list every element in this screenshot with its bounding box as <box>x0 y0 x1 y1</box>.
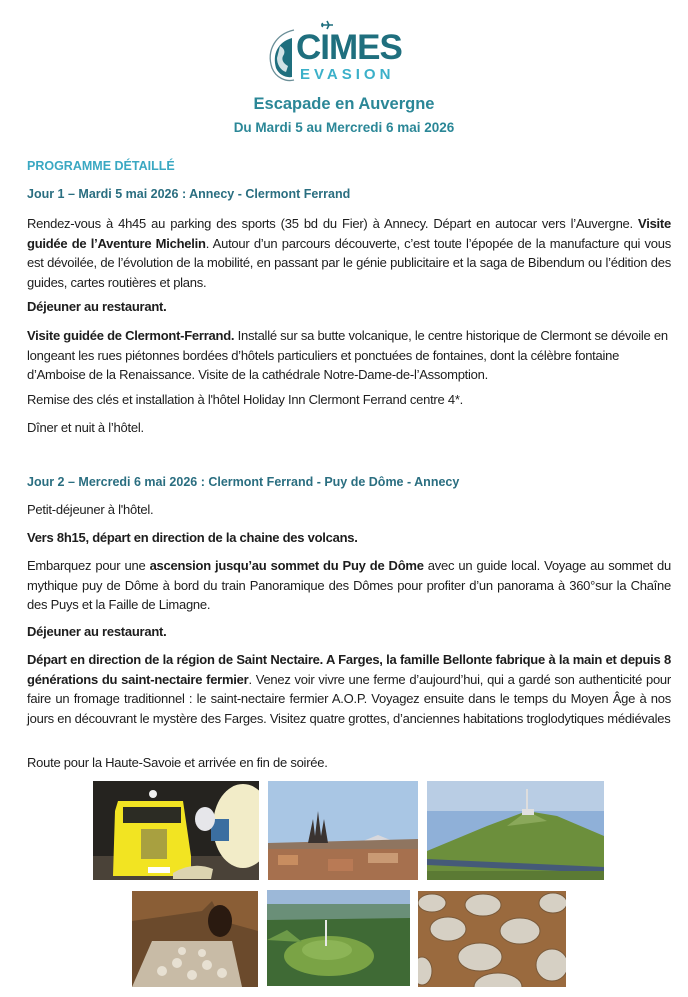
day2-breakfast: Petit-déjeuner à l'hôtel. <box>27 502 154 517</box>
day1-lunch: Déjeuner au restaurant. <box>27 299 167 314</box>
day2-heading: Jour 2 – Mercredi 6 mai 2026 : Clermont Ferrand - Puy de Dôme - Annecy <box>27 475 460 489</box>
photo-michelin-van <box>93 781 259 880</box>
section-title: PROGRAMME DÉTAILLÉ <box>27 159 175 173</box>
trip-dates: Du Mardi 5 au Mercredi 6 mai 2026 <box>233 120 455 135</box>
day2-farges-text: . Venez voir vivre une ferme d’aujourd’hui, qui a gardé son authenticité pour faire un fromage traditionnel : le saint-nectaire fermier A.O.P. Voyagez ensuite dans le temps du Moyen Âge à nos jours en découvrant le mystère des Farges. Visitez quatre grottes, d’anciennes habitations troglodytiques médiévales <box>27 671 671 726</box>
photo-aerial-volcano <box>267 890 410 986</box>
day1-clermont-bold: Visite guidée de Clermont-Ferrand. <box>27 328 235 343</box>
day2-return: Route pour la Haute-Savoie et arrivée en fin de soirée. <box>27 755 328 770</box>
photo-saint-nectaire-cheese <box>418 891 566 987</box>
day1-hotel: Remise des clés et installation à l'hôtel Holiday Inn Clermont Ferrand centre 4*. <box>27 392 464 407</box>
day1-michelin-text: . Autour d’un parcours découverte, c’est toute l’épopée de la manufacture qui vous est dévoilée, de l’évolution de la mobilité, en passant par le génie publicitaire et la saga de Bibendum ou l’édition des guides, cartes routières et plans. <box>27 235 671 290</box>
day2-paragraph-farges <box>27 650 671 728</box>
day2-paragraph-puy <box>27 556 671 615</box>
day1-clermont-text: Installé sur sa butte volcanique, le centre historique de Clermont se dévoile en longeant les rues piétonnes bordées d’hôtels particuliers et ponctuées de fontaines, dont la célèbre fontaine d’Amboise de la Renaissance. Visite de la cathédrale Notre-Dame-de-l’Assomption. <box>27 328 668 382</box>
photo-cheese-cave <box>132 891 258 987</box>
day2-farges-bold: Départ en direction de la région de Saint Nectaire. A Farges, la famille Bellonte fabrique à la main et depuis 8 générations du saint-nectaire fermier <box>27 652 671 687</box>
day2-puy-bold: ascension jusqu’au sommet du Puy de Dôme <box>149 558 424 573</box>
day1-heading: Jour 1 – Mardi 5 mai 2026 : Annecy - Clermont Ferrand <box>27 187 351 201</box>
day2-departure: Vers 8h15, départ en direction de la chaine des volcans. <box>27 530 358 545</box>
cimes-evasion-logo <box>264 18 404 84</box>
trip-title: Escapade en Auvergne <box>253 95 435 113</box>
day2-puy-intro: Embarquez pour une <box>27 558 150 573</box>
photo-clermont-cathedral <box>268 781 418 880</box>
day2-puy-text: avec un guide local. Voyage au sommet du mythique puy de Dôme à bord du train Panoramique des Dômes pour profiter d’un panorama à 360°sur la Chaîne des Puys et la Faille de Limagne. <box>27 558 671 612</box>
logo-wordmark: CIMES <box>296 28 402 67</box>
day2-lunch: Déjeuner au restaurant. <box>27 624 167 639</box>
day1-paragraph-michelin <box>27 214 671 292</box>
day1-paragraph-clermont <box>27 326 671 385</box>
photo-puy-de-dome-summit <box>427 781 604 880</box>
day1-michelin-bold: Visite guidée de l’Aventure Michelin <box>27 216 671 251</box>
day1-meeting-text: Rendez-vous à 4h45 au parking des sports (35 bd du Fier) à Annecy. Départ en autocar vers l’Auvergne. <box>27 216 633 231</box>
logo-subtitle: EVASION <box>300 66 395 83</box>
day1-dinner: Dîner et nuit à l’hôtel. <box>27 420 144 435</box>
